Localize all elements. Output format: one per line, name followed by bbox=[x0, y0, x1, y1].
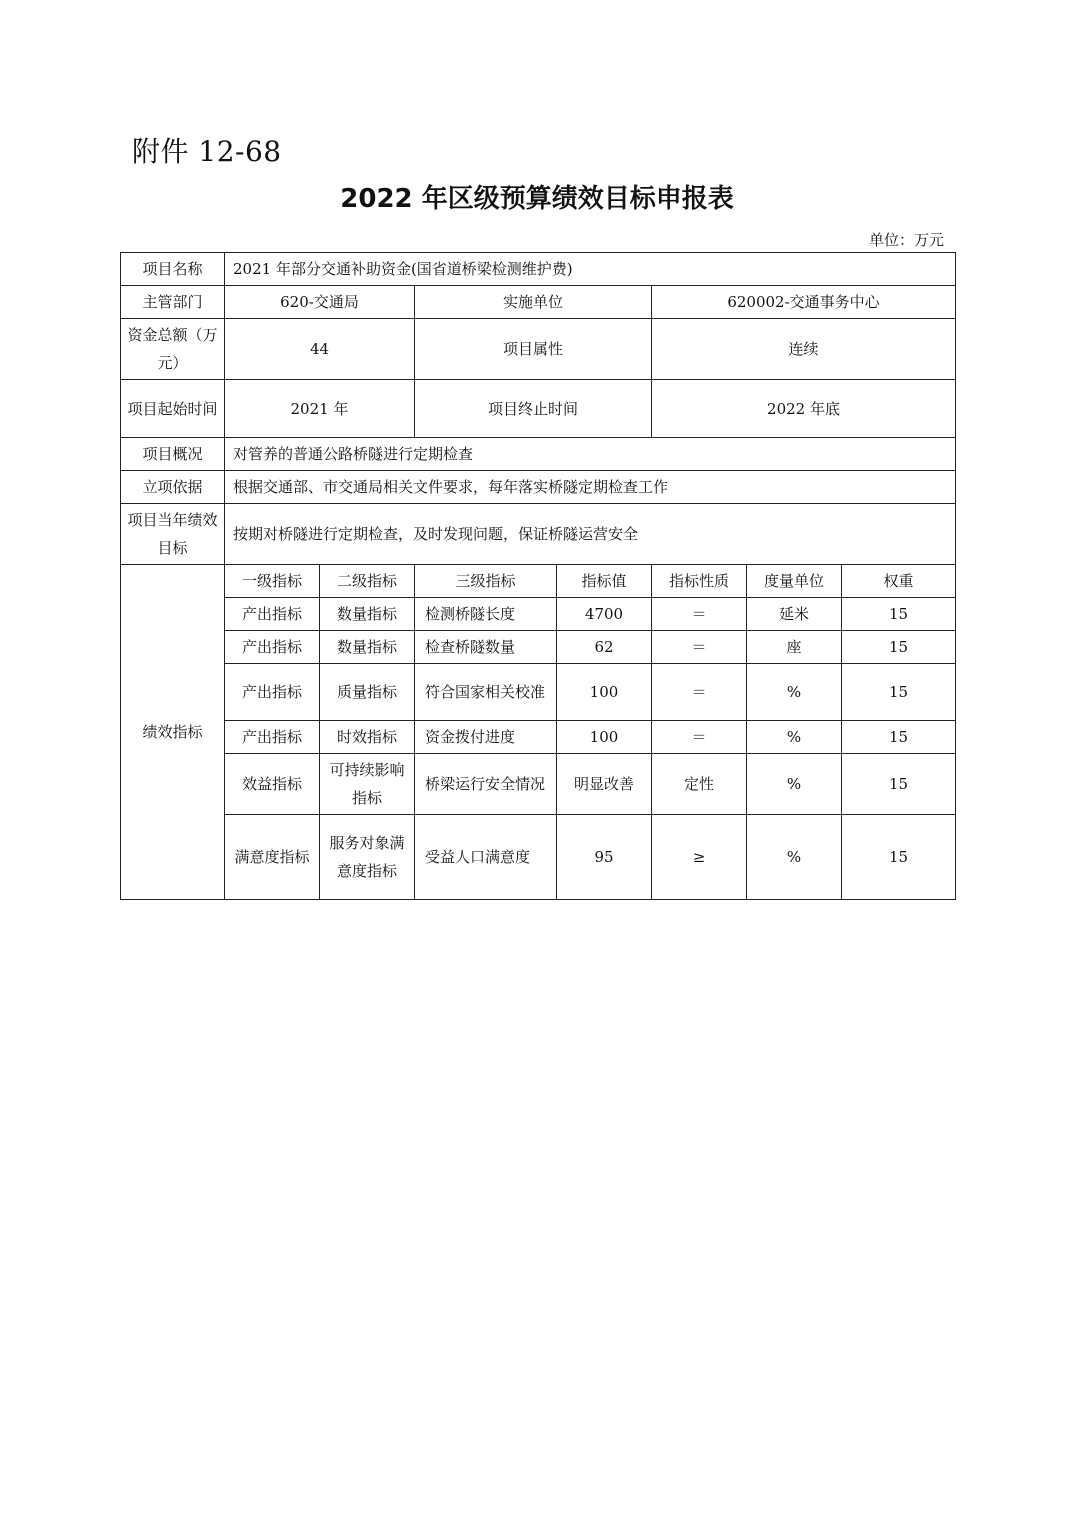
dept-label: 主管部门 bbox=[121, 286, 225, 319]
impl-unit-label: 实施单位 bbox=[415, 286, 652, 319]
attachment-label: 附件 12-68 bbox=[132, 135, 282, 168]
perf-cell: ＝ bbox=[652, 664, 747, 721]
perf-cell: 62 bbox=[557, 631, 652, 664]
perf-cell: ＝ bbox=[652, 598, 747, 631]
attribute-label: 项目属性 bbox=[415, 319, 652, 380]
perf-row bbox=[121, 754, 956, 815]
perf-header: 指标值 bbox=[557, 565, 652, 598]
perf-cell: 产出指标 bbox=[225, 631, 320, 664]
perf-cell: ＝ bbox=[652, 721, 747, 754]
basis-value: 根据交通部、市交通局相关文件要求，每年落实桥隧定期检查工作 bbox=[225, 471, 956, 504]
perf-cell: 满意度指标 bbox=[225, 815, 320, 900]
performance-section-label: 绩效指标 bbox=[121, 565, 225, 900]
perf-cell: 延米 bbox=[747, 598, 842, 631]
perf-cell: 100 bbox=[557, 721, 652, 754]
perf-cell: 产出指标 bbox=[225, 721, 320, 754]
perf-cell: 时效指标 bbox=[320, 721, 415, 754]
perf-cell: % bbox=[747, 754, 842, 815]
total-funds-label: 资金总额（万元） bbox=[121, 319, 225, 380]
perf-cell: 定性 bbox=[652, 754, 747, 815]
perf-cell: 15 bbox=[842, 815, 956, 900]
perf-header: 三级指标 bbox=[415, 565, 557, 598]
perf-row bbox=[121, 631, 956, 664]
perf-header: 一级指标 bbox=[225, 565, 320, 598]
project-name-value: 2021 年部分交通补助资金(国省道桥梁检测维护费) bbox=[225, 253, 956, 286]
perf-cell: 15 bbox=[842, 721, 956, 754]
page-title: 2022 年区级预算绩效目标申报表 bbox=[340, 184, 734, 214]
perf-cell: 数量指标 bbox=[320, 598, 415, 631]
perf-cell: % bbox=[747, 721, 842, 754]
dept-value: 620-交通局 bbox=[225, 286, 415, 319]
perf-cell: 95 bbox=[557, 815, 652, 900]
perf-row bbox=[121, 598, 956, 631]
perf-header: 权重 bbox=[842, 565, 956, 598]
project-name-label: 项目名称 bbox=[121, 253, 225, 286]
perf-cell: 产出指标 bbox=[225, 664, 320, 721]
start-time-value: 2021 年 bbox=[225, 380, 415, 438]
perf-cell: 效益指标 bbox=[225, 754, 320, 815]
perf-header: 指标性质 bbox=[652, 565, 747, 598]
unit-label: 单位：万元 bbox=[868, 231, 944, 249]
perf-header: 二级指标 bbox=[320, 565, 415, 598]
perf-cell: 数量指标 bbox=[320, 631, 415, 664]
basis-label: 立项依据 bbox=[121, 471, 225, 504]
total-funds-value: 44 bbox=[225, 319, 415, 380]
perf-cell: 4700 bbox=[557, 598, 652, 631]
perf-cell: 产出指标 bbox=[225, 598, 320, 631]
perf-cell: 15 bbox=[842, 598, 956, 631]
goal-value: 按期对桥隧进行定期检查，及时发现问题，保证桥隧运营安全 bbox=[225, 504, 956, 565]
perf-row bbox=[121, 721, 956, 754]
perf-cell: 可持续影响指标 bbox=[320, 754, 415, 815]
overview-label: 项目概况 bbox=[121, 438, 225, 471]
budget-form-table bbox=[120, 252, 956, 900]
perf-cell: 15 bbox=[842, 754, 956, 815]
attribute-value: 连续 bbox=[652, 319, 956, 380]
impl-unit-value: 620002-交通事务中心 bbox=[652, 286, 956, 319]
perf-cell: % bbox=[747, 664, 842, 721]
perf-cell: 15 bbox=[842, 631, 956, 664]
perf-cell: 15 bbox=[842, 664, 956, 721]
perf-cell: 座 bbox=[747, 631, 842, 664]
perf-header: 度量单位 bbox=[747, 565, 842, 598]
perf-cell: 受益人口满意度 bbox=[415, 815, 557, 900]
perf-cell: 桥梁运行安全情况 bbox=[415, 754, 557, 815]
perf-cell: 服务对象满意度指标 bbox=[320, 815, 415, 900]
perf-cell: 明显改善 bbox=[557, 754, 652, 815]
perf-row bbox=[121, 815, 956, 900]
perf-cell: 100 bbox=[557, 664, 652, 721]
goal-label: 项目当年绩效目标 bbox=[121, 504, 225, 565]
start-time-label: 项目起始时间 bbox=[121, 380, 225, 438]
perf-cell: % bbox=[747, 815, 842, 900]
perf-cell: ≥ bbox=[652, 815, 747, 900]
perf-cell: 质量指标 bbox=[320, 664, 415, 721]
perf-cell: 资金拨付进度 bbox=[415, 721, 557, 754]
perf-cell: 检查桥隧数量 bbox=[415, 631, 557, 664]
end-time-label: 项目终止时间 bbox=[415, 380, 652, 438]
perf-cell: ＝ bbox=[652, 631, 747, 664]
overview-value: 对管养的普通公路桥隧进行定期检查 bbox=[225, 438, 956, 471]
perf-row bbox=[121, 664, 956, 721]
perf-cell: 检测桥隧长度 bbox=[415, 598, 557, 631]
end-time-value: 2022 年底 bbox=[652, 380, 956, 438]
perf-cell: 符合国家相关校准 bbox=[415, 664, 557, 721]
